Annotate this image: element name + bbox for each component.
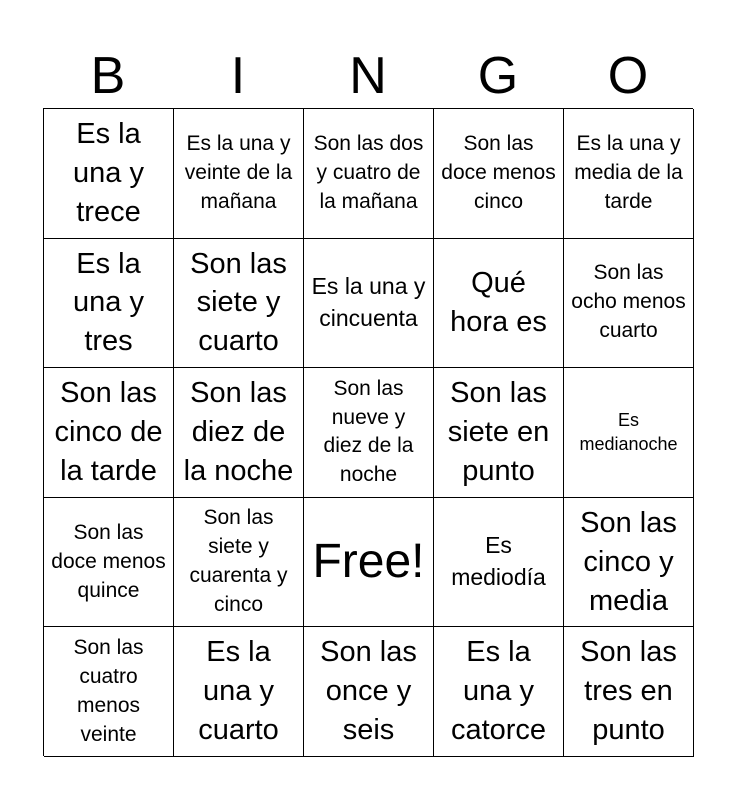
bingo-cell[interactable] xyxy=(434,239,564,369)
bingo-cell[interactable] xyxy=(174,368,304,498)
free-space-cell[interactable] xyxy=(304,498,434,628)
cell-text: Qué hora es xyxy=(450,267,547,338)
bingo-cell[interactable] xyxy=(564,368,694,498)
cell-text: Son las once y seis xyxy=(320,636,417,747)
cell-text: Son las siete en punto xyxy=(447,377,550,487)
cell-text: Es la una y veinte de la mañana xyxy=(184,131,293,213)
bingo-board xyxy=(43,108,693,756)
bingo-cell[interactable] xyxy=(44,109,174,239)
header-letter-o: O xyxy=(607,47,649,105)
cell-text: Son las siete y cuarenta y cinco xyxy=(189,506,288,617)
bingo-cell[interactable] xyxy=(564,627,694,757)
cell-text: Es la una y catorce xyxy=(450,636,547,747)
cell-text: Son las cinco de la tarde xyxy=(54,377,163,487)
cell-text: Son las diez de la noche xyxy=(183,377,294,487)
cell-text: Son las doce menos quince xyxy=(51,520,166,602)
cell-text: Es la una y cuarto xyxy=(198,636,279,747)
cell-text: Es medianoche xyxy=(579,409,678,455)
cell-text: Es la una y trece xyxy=(73,118,144,228)
cell-text: Es la una y media de la tarde xyxy=(574,131,683,213)
bingo-cell[interactable] xyxy=(174,498,304,628)
bingo-cell[interactable] xyxy=(564,239,694,369)
bingo-cell[interactable] xyxy=(434,368,564,498)
cell-text: Son las siete y cuarto xyxy=(190,247,287,358)
bingo-cell[interactable] xyxy=(434,627,564,757)
header-letter-n: N xyxy=(349,47,387,105)
bingo-cell[interactable] xyxy=(174,109,304,239)
bingo-cell[interactable] xyxy=(304,239,434,369)
bingo-cell[interactable] xyxy=(434,498,564,628)
bingo-cell[interactable] xyxy=(564,109,694,239)
cell-text: Son las nueve y diez de la noche xyxy=(323,376,414,487)
cell-text: Es la una y cincuenta xyxy=(311,273,426,331)
bingo-cell[interactable] xyxy=(174,239,304,369)
cell-text: Son las ocho menos cuarto xyxy=(571,261,686,343)
cell-text: Son las doce menos cinco xyxy=(441,131,556,213)
bingo-cell[interactable] xyxy=(304,368,434,498)
cell-text: Son las tres en punto xyxy=(580,636,677,747)
free-space-text: Free! xyxy=(312,534,425,588)
bingo-cell[interactable] xyxy=(304,109,434,239)
bingo-cell[interactable] xyxy=(564,498,694,628)
bingo-cell[interactable] xyxy=(304,627,434,757)
header-letter-i: I xyxy=(230,47,246,105)
bingo-cell[interactable] xyxy=(174,627,304,757)
cell-text: Son las cuatro menos veinte xyxy=(73,635,144,746)
cell-text: Son las cinco y media xyxy=(580,506,677,617)
cell-text: Es mediodía xyxy=(451,532,546,591)
bingo-cell[interactable] xyxy=(44,368,174,498)
header-letter-b: B xyxy=(90,47,126,105)
bingo-cell[interactable] xyxy=(44,239,174,369)
cell-text: Son las dos y cuatro de la mañana xyxy=(313,131,424,213)
header-letter-g: G xyxy=(477,47,519,105)
bingo-cell[interactable] xyxy=(434,109,564,239)
bingo-header xyxy=(43,44,693,108)
bingo-cell[interactable] xyxy=(44,627,174,757)
cell-text: Es la una y tres xyxy=(73,247,144,358)
bingo-cell[interactable] xyxy=(44,498,174,628)
